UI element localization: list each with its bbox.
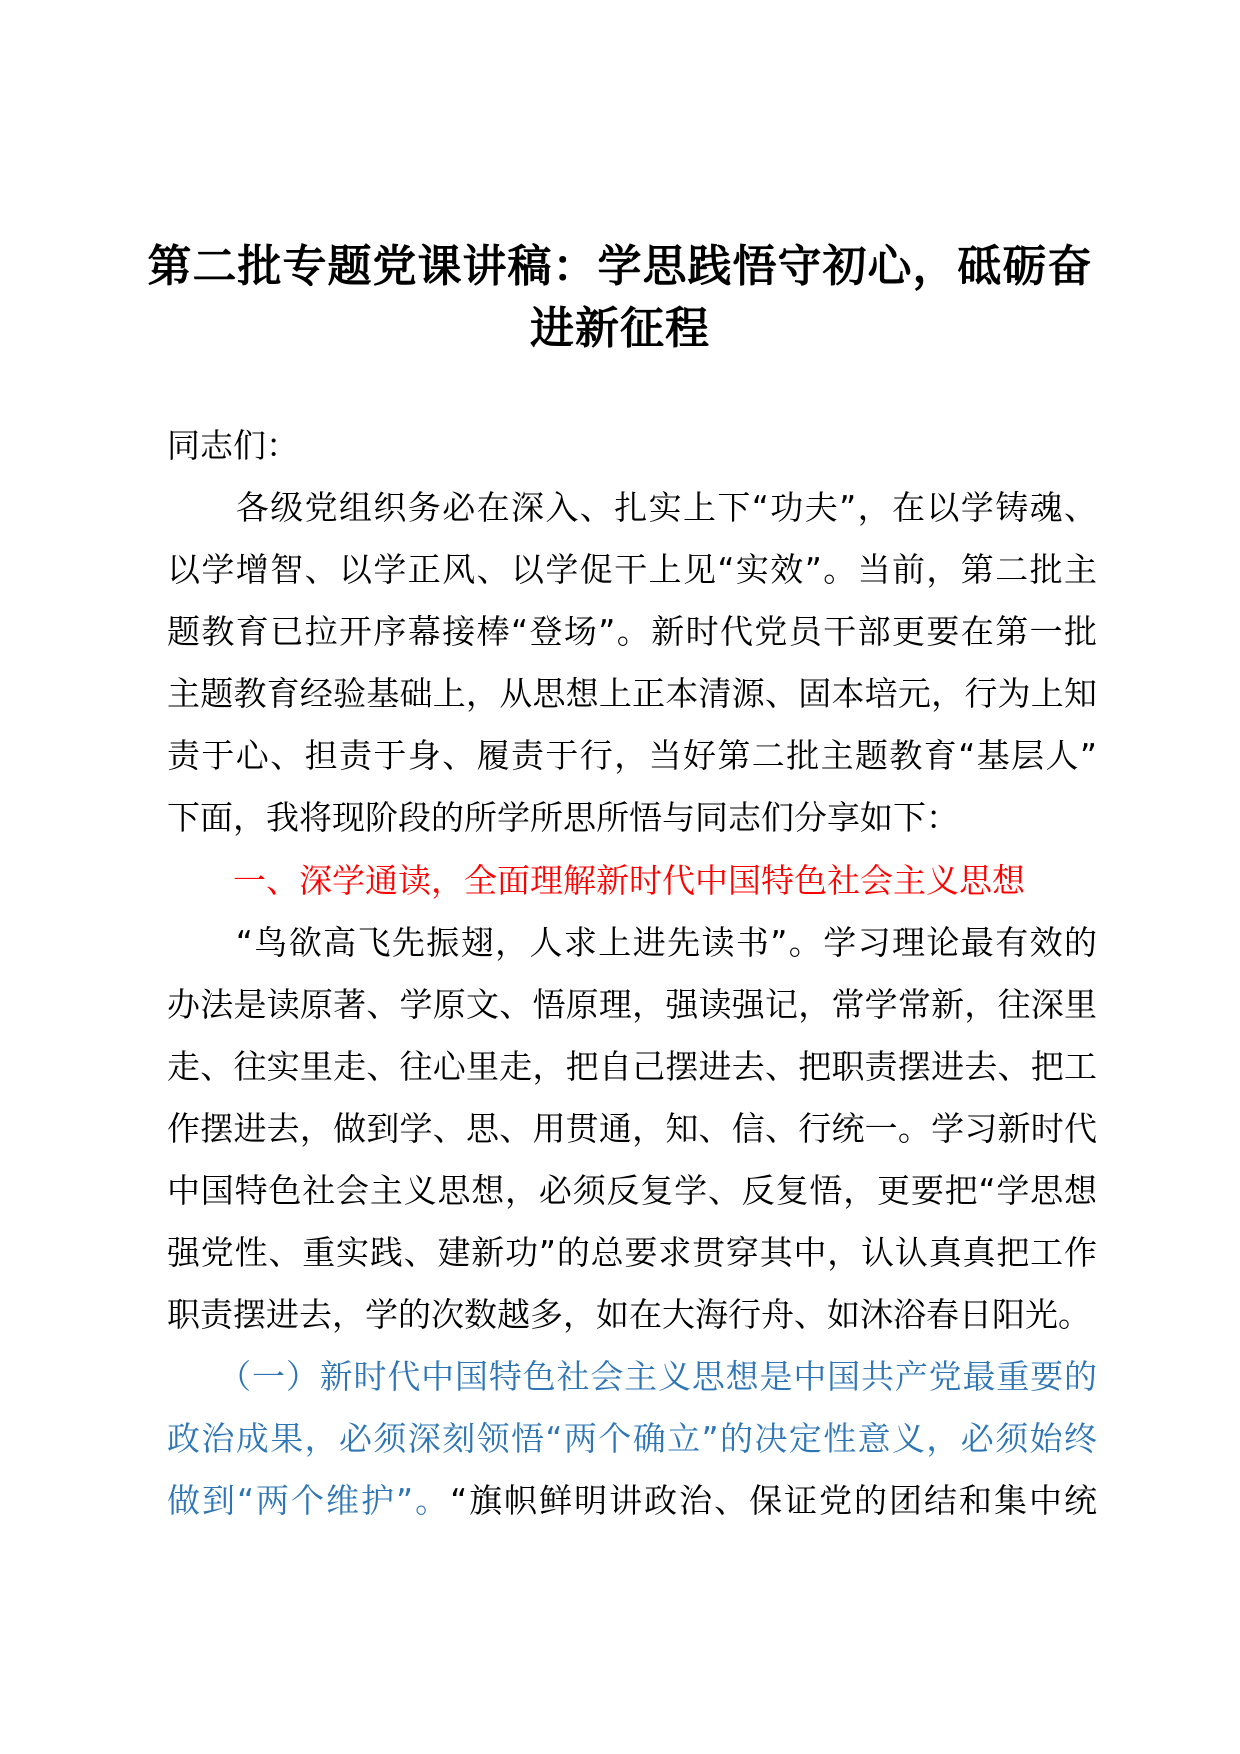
paragraph-line: 以学增智、以学正风、以学促干上见“实效”。当前，第二批主 — [167, 550, 1097, 589]
paragraph-line: 各级党组织务必在深入、扎实上下“功夫”，在以学铸魂、 — [167, 488, 1097, 527]
paragraph-line: “鸟欲高飞先振翅，人求上进先读书”。学习理论最有效的 — [167, 923, 1097, 962]
title-line-1: 第二批专题党课讲稿：学思践悟守初心，砥砺奋 — [147, 241, 1093, 292]
title-line-2: 进新征程 — [530, 303, 710, 354]
intro-paragraph — [167, 477, 1097, 849]
paragraph-line: 主题教育经验基础上，从思想上正本清源、固本培元，行为上知 — [167, 674, 1097, 713]
mixed-line — [167, 1470, 1097, 1532]
paragraph-line: 走、往实里走、往心里走，把自己摆进去、把职责摆进去、把工 — [167, 1047, 1097, 1086]
paragraph-line: 中国特色社会主义思想，必须反复学、反复悟，更要把“学思想 — [167, 1171, 1097, 1210]
section-heading-1: 一、深学通读，全面理解新时代中国特色社会主义思想 — [233, 861, 1025, 900]
paragraph-line: 下面，我将现阶段的所学所思所悟与同志们分享如下： — [167, 798, 959, 837]
subsection-heading-line: 政治成果，必须深刻领悟“两个确立”的决定性意义，必须始终 — [167, 1419, 1097, 1458]
document-title — [130, 236, 1110, 360]
paragraph-line: 职责摆进去，学的次数越多，如在大海行舟、如沐浴春日阳光。 — [167, 1295, 1091, 1334]
subsection-heading-end: 做到“两个维护”。 — [167, 1481, 451, 1520]
paragraph-line: 强党性、重实践、建新功”的总要求贯穿其中，认认真真把工作 — [167, 1233, 1097, 1272]
paragraph-line: 作摆进去，做到学、思、用贯通，知、信、行统一。学习新时代 — [167, 1109, 1097, 1148]
paragraph-line: 办法是读原著、学原文、悟原理，强读强记，常学常新，往深里 — [167, 985, 1097, 1024]
paragraph-line: 题教育已拉开序幕接棒“登场”。新时代党员干部更要在第一批 — [167, 612, 1097, 651]
subsection-heading-line: （一）新时代中国特色社会主义思想是中国共产党最重要的 — [167, 1357, 1097, 1396]
subsection-1-paragraph — [167, 1346, 1097, 1532]
paragraph-text: “旗帜鲜明讲政治、保证党的团结和集中统 — [450, 1481, 1097, 1520]
salutation: 同志们： — [167, 426, 299, 465]
section-1-paragraph — [167, 912, 1097, 1346]
paragraph-line: 责于心、担责于身、履责于行，当好第二批主题教育“基层人” — [167, 736, 1097, 775]
